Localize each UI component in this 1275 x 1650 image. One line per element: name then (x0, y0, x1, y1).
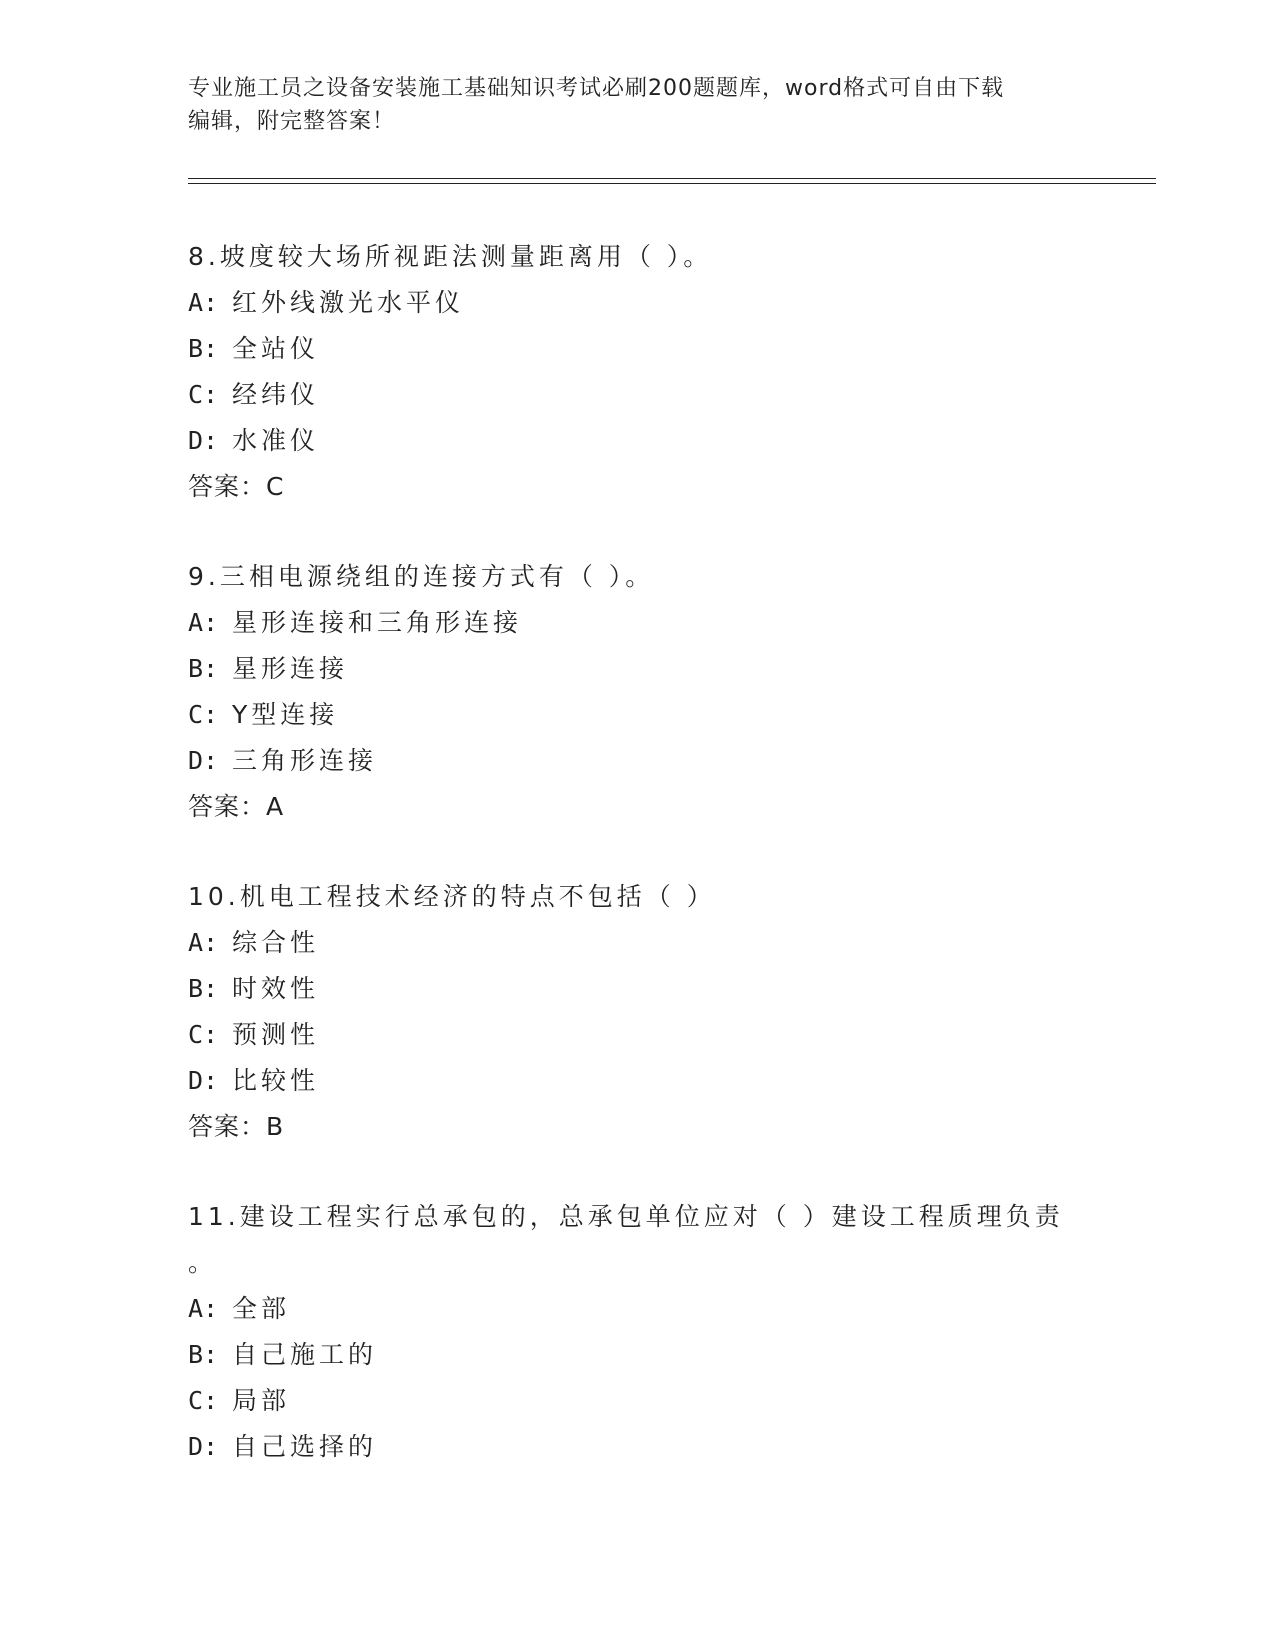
question-title-line-1: 11.建设工程实行总承包的，总承包单位应对（ ）建设工程质理负责 (188, 1202, 1064, 1231)
option-b (188, 326, 1088, 372)
option-letter: D: (188, 1066, 219, 1095)
option-b (188, 966, 1088, 1012)
option-letter: C: (188, 1386, 219, 1415)
option-text: Y型连接 (232, 700, 339, 729)
option-text: 预测性 (232, 1020, 320, 1049)
option-d (188, 418, 1088, 464)
option-letter: D: (188, 1432, 219, 1461)
header-divider-bottom (188, 183, 1156, 184)
option-d (188, 1424, 1088, 1470)
option-letter: C: (188, 380, 219, 409)
option-letter: B: (188, 654, 219, 683)
question-title (188, 1194, 1088, 1286)
option-text: 自己选择的 (232, 1432, 378, 1461)
option-text: 星形连接 (232, 654, 349, 683)
option-letter: A: (188, 608, 219, 637)
question-title: 9.三相电源绕组的连接方式有（ ）。 (188, 562, 655, 591)
option-a (188, 600, 1088, 646)
option-c (188, 692, 1088, 738)
option-d (188, 1058, 1088, 1104)
option-letter: C: (188, 1020, 219, 1049)
option-d (188, 738, 1088, 784)
document-header (188, 72, 1068, 138)
option-b (188, 646, 1088, 692)
option-text: 综合性 (232, 928, 320, 957)
answer-line: 答案：C (188, 472, 285, 501)
option-text: 三角形连接 (232, 746, 378, 775)
option-c (188, 372, 1088, 418)
option-letter: C: (188, 700, 219, 729)
question-8 (188, 234, 1088, 510)
option-c (188, 1012, 1088, 1058)
option-text: 比较性 (232, 1066, 320, 1095)
header-line-2: 编辑，附完整答案！ (188, 109, 396, 134)
option-b (188, 1332, 1088, 1378)
option-letter: B: (188, 974, 219, 1003)
option-text: 时效性 (232, 974, 320, 1003)
option-text: 红外线激光水平仪 (232, 288, 465, 317)
option-letter: D: (188, 746, 219, 775)
option-text: 水准仪 (232, 426, 320, 455)
option-letter: B: (188, 334, 219, 363)
option-letter: B: (188, 1340, 219, 1369)
option-letter: A: (188, 1294, 219, 1323)
option-letter: A: (188, 928, 219, 957)
question-11 (188, 1194, 1088, 1470)
question-9 (188, 554, 1088, 830)
question-10 (188, 874, 1088, 1150)
answer-line: 答案：A (188, 792, 285, 821)
option-text: 星形连接和三角形连接 (232, 608, 523, 637)
header-line-1: 专业施工员之设备安装施工基础知识考试必刷200题题库，word格式可自由下载 (188, 76, 1005, 101)
option-text: 全部 (232, 1294, 291, 1323)
option-a (188, 920, 1088, 966)
option-text: 自己施工的 (232, 1340, 378, 1369)
question-title: 8.坡度较大场所视距法测量距离用（ ）。 (188, 242, 713, 271)
option-letter: A: (188, 288, 219, 317)
option-c (188, 1378, 1088, 1424)
question-title-line-2: 。 (188, 1248, 218, 1277)
header-divider-top (188, 178, 1156, 179)
option-text: 经纬仪 (232, 380, 320, 409)
question-title: 10.机电工程技术经济的特点不包括（ ） (188, 882, 716, 911)
option-a (188, 280, 1088, 326)
option-letter: D: (188, 426, 219, 455)
option-text: 局部 (232, 1386, 291, 1415)
option-a (188, 1286, 1088, 1332)
option-text: 全站仪 (232, 334, 320, 363)
answer-line: 答案：B (188, 1112, 285, 1141)
